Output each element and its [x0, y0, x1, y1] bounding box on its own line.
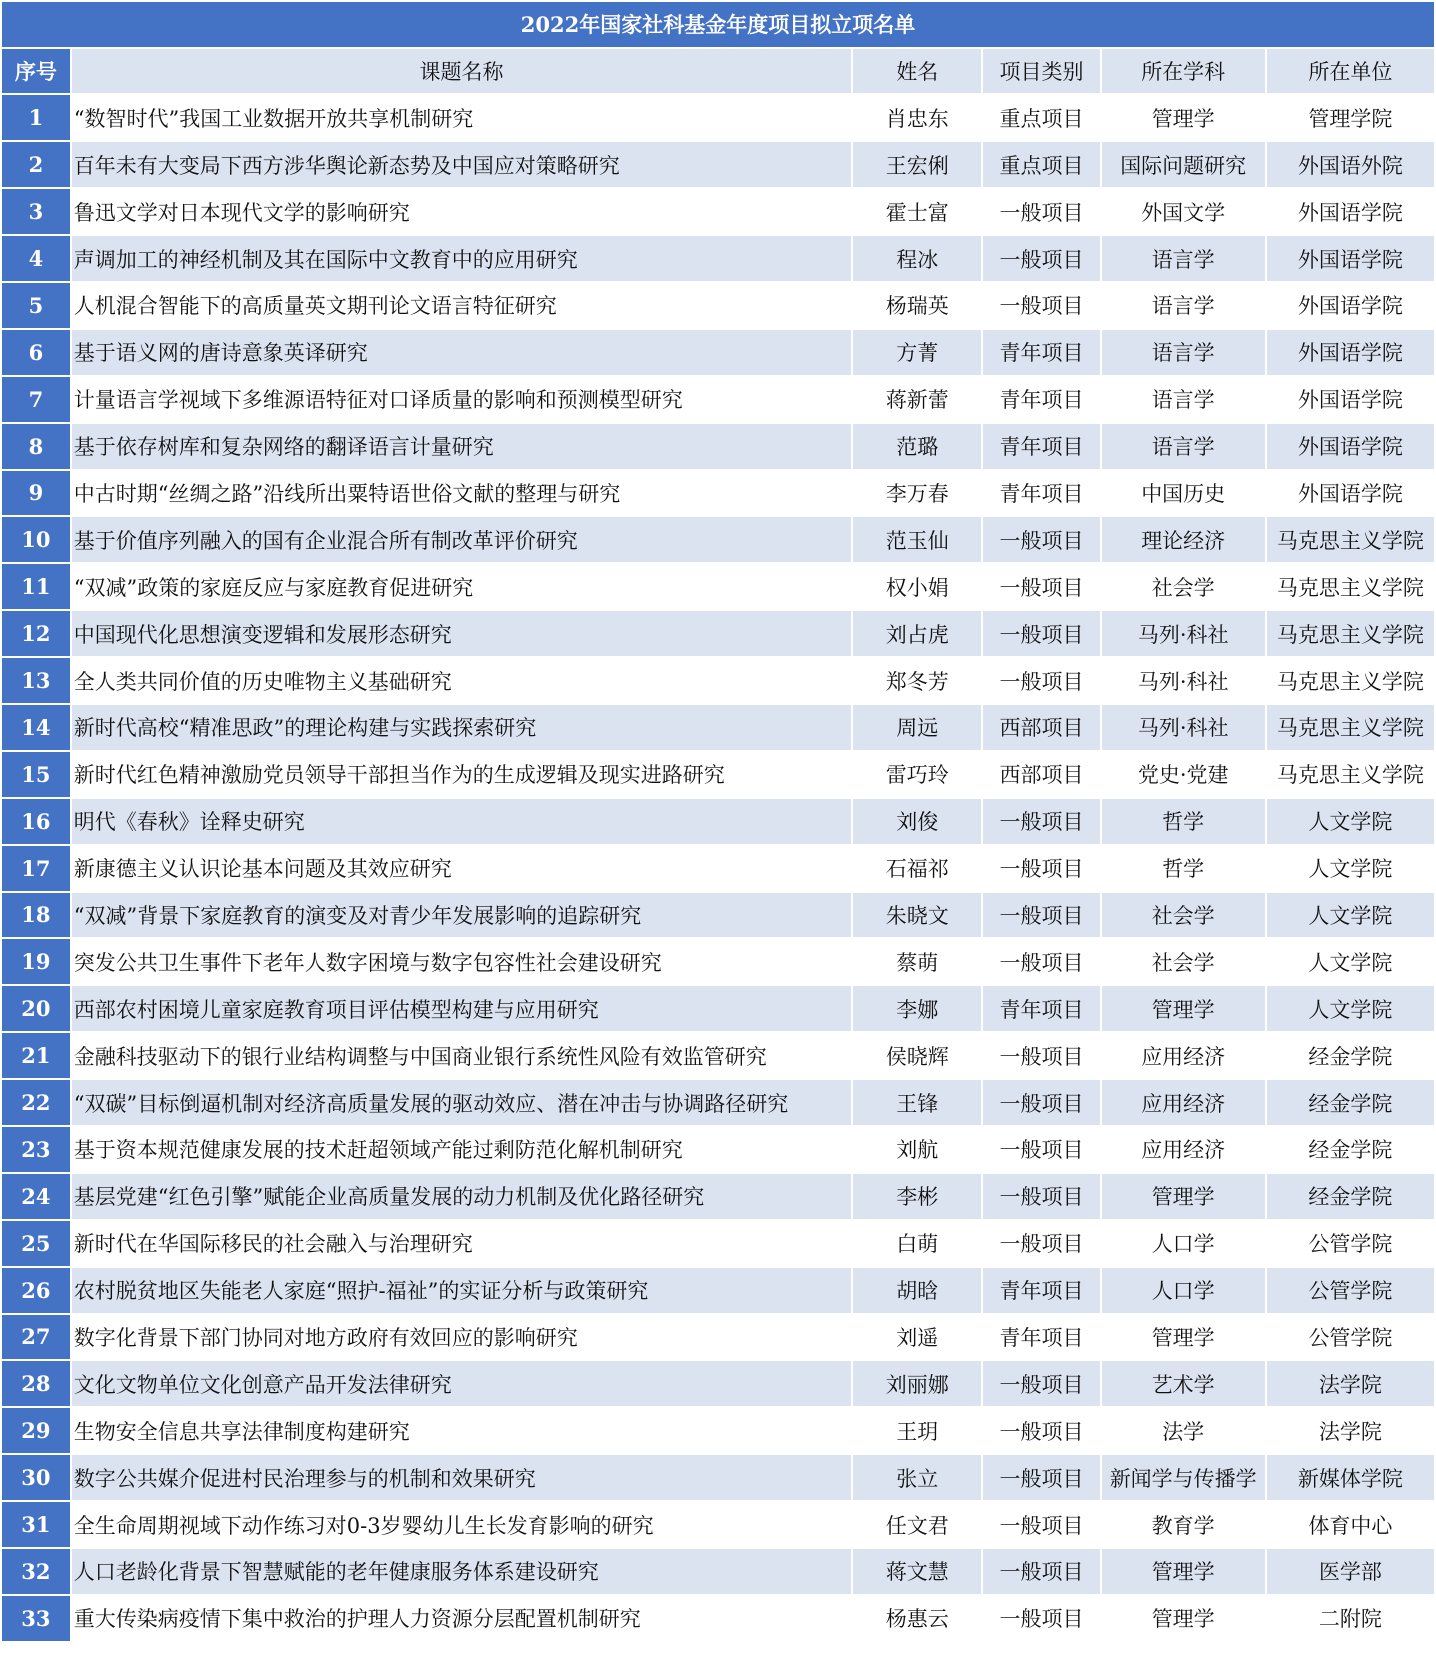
table-row: [1, 1454, 1435, 1501]
cell-name: 刘遥: [852, 1314, 982, 1361]
cell-topic: 数字化背景下部门协同对地方政府有效回应的影响研究: [71, 1314, 852, 1361]
table-row: [1, 376, 1435, 423]
table-row: [1, 1220, 1435, 1267]
cell-category: 青年项目: [982, 329, 1100, 376]
cell-topic: 突发公共卫生事件下老年人数字困境与数字包容性社会建设研究: [71, 938, 852, 985]
cell-category: 青年项目: [982, 376, 1100, 423]
cell-seq: 17: [1, 845, 71, 892]
cell-category: 一般项目: [982, 516, 1100, 563]
cell-name: 刘丽娜: [852, 1360, 982, 1407]
cell-topic: 基层党建“红色引擎”赋能企业高质量发展的动力机制及优化路径研究: [71, 1173, 852, 1220]
table-row: [1, 1126, 1435, 1173]
cell-category: 一般项目: [982, 1548, 1100, 1595]
column-header-topic: 课题名称: [71, 48, 852, 95]
cell-name: 刘占虎: [852, 610, 982, 657]
cell-unit: 人文学院: [1266, 938, 1435, 985]
cell-category: 青年项目: [982, 423, 1100, 470]
cell-discipline: 哲学: [1101, 845, 1266, 892]
cell-topic: 农村脱贫地区失能老人家庭“照护-福祉”的实证分析与政策研究: [71, 1267, 852, 1314]
cell-category: 一般项目: [982, 657, 1100, 704]
table-row: [1, 470, 1435, 517]
table-row: [1, 423, 1435, 470]
table-row: [1, 845, 1435, 892]
cell-unit: 人文学院: [1266, 985, 1435, 1032]
cell-unit: 经金学院: [1266, 1126, 1435, 1173]
cell-topic: 全生命周期视域下动作练习对0-3岁婴幼儿生长发育影响的研究: [71, 1501, 852, 1548]
cell-category: 一般项目: [982, 1407, 1100, 1454]
cell-name: 杨惠云: [852, 1595, 982, 1642]
column-header-name: 姓名: [852, 48, 982, 95]
cell-seq: 5: [1, 282, 71, 329]
cell-discipline: 国际问题研究: [1101, 141, 1266, 188]
cell-unit: 马克思主义学院: [1266, 704, 1435, 751]
cell-seq: 22: [1, 1079, 71, 1126]
cell-unit: 经金学院: [1266, 1173, 1435, 1220]
cell-seq: 31: [1, 1501, 71, 1548]
cell-topic: 基于依存树库和复杂网络的翻译语言计量研究: [71, 423, 852, 470]
cell-category: 一般项目: [982, 188, 1100, 235]
column-header-category: 项目类别: [982, 48, 1100, 95]
cell-unit: 外国语学院: [1266, 376, 1435, 423]
table-row: [1, 938, 1435, 985]
cell-seq: 28: [1, 1360, 71, 1407]
cell-name: 李娜: [852, 985, 982, 1032]
cell-name: 胡晗: [852, 1267, 982, 1314]
cell-category: 一般项目: [982, 282, 1100, 329]
cell-name: 任文君: [852, 1501, 982, 1548]
cell-category: 重点项目: [982, 94, 1100, 141]
cell-seq: 11: [1, 563, 71, 610]
cell-topic: 数字公共媒介促进村民治理参与的机制和效果研究: [71, 1454, 852, 1501]
cell-topic: 百年未有大变局下西方涉华舆论新态势及中国应对策略研究: [71, 141, 852, 188]
cell-discipline: 外国文学: [1101, 188, 1266, 235]
cell-discipline: 人口学: [1101, 1267, 1266, 1314]
table-row: [1, 1595, 1435, 1642]
cell-seq: 10: [1, 516, 71, 563]
cell-unit: 法学院: [1266, 1407, 1435, 1454]
column-header-unit: 所在单位: [1266, 48, 1435, 95]
cell-seq: 29: [1, 1407, 71, 1454]
cell-seq: 7: [1, 376, 71, 423]
cell-discipline: 社会学: [1101, 938, 1266, 985]
cell-name: 范璐: [852, 423, 982, 470]
cell-unit: 外国语学院: [1266, 329, 1435, 376]
cell-discipline: 马列·科社: [1101, 657, 1266, 704]
cell-discipline: 中国历史: [1101, 470, 1266, 517]
cell-category: 一般项目: [982, 938, 1100, 985]
cell-category: 一般项目: [982, 1173, 1100, 1220]
cell-unit: 马克思主义学院: [1266, 657, 1435, 704]
cell-category: 一般项目: [982, 1454, 1100, 1501]
cell-seq: 1: [1, 94, 71, 141]
table-row: [1, 1360, 1435, 1407]
table-row: [1, 188, 1435, 235]
table-body: [1, 94, 1435, 1641]
cell-topic: 基于价值序列融入的国有企业混合所有制改革评价研究: [71, 516, 852, 563]
cell-topic: 鲁迅文学对日本现代文学的影响研究: [71, 188, 852, 235]
table-row: [1, 1267, 1435, 1314]
cell-unit: 马克思主义学院: [1266, 751, 1435, 798]
cell-discipline: 法学: [1101, 1407, 1266, 1454]
table-row: [1, 1079, 1435, 1126]
table-row: [1, 1173, 1435, 1220]
cell-seq: 32: [1, 1548, 71, 1595]
cell-name: 郑冬芳: [852, 657, 982, 704]
cell-category: 青年项目: [982, 1267, 1100, 1314]
cell-name: 朱晓文: [852, 892, 982, 939]
cell-unit: 二附院: [1266, 1595, 1435, 1642]
cell-category: 一般项目: [982, 1360, 1100, 1407]
cell-seq: 18: [1, 892, 71, 939]
cell-category: 一般项目: [982, 610, 1100, 657]
cell-name: 方菁: [852, 329, 982, 376]
cell-seq: 14: [1, 704, 71, 751]
cell-discipline: 应用经济: [1101, 1126, 1266, 1173]
table-row: [1, 141, 1435, 188]
table-row: [1, 516, 1435, 563]
cell-unit: 外国语学院: [1266, 235, 1435, 282]
cell-category: 一般项目: [982, 1220, 1100, 1267]
cell-discipline: 管理学: [1101, 1173, 1266, 1220]
cell-seq: 16: [1, 798, 71, 845]
cell-seq: 15: [1, 751, 71, 798]
cell-unit: 体育中心: [1266, 1501, 1435, 1548]
cell-seq: 3: [1, 188, 71, 235]
cell-name: 雷巧玲: [852, 751, 982, 798]
cell-name: 李彬: [852, 1173, 982, 1220]
cell-unit: 公管学院: [1266, 1314, 1435, 1361]
table-title: 2022年国家社科基金年度项目拟立项名单: [1, 1, 1435, 48]
cell-name: 蒋新蕾: [852, 376, 982, 423]
cell-category: 一般项目: [982, 845, 1100, 892]
cell-unit: 马克思主义学院: [1266, 610, 1435, 657]
cell-topic: 人机混合智能下的高质量英文期刊论文语言特征研究: [71, 282, 852, 329]
cell-name: 范玉仙: [852, 516, 982, 563]
cell-discipline: 语言学: [1101, 376, 1266, 423]
cell-seq: 6: [1, 329, 71, 376]
cell-unit: 马克思主义学院: [1266, 563, 1435, 610]
cell-name: 蒋文慧: [852, 1548, 982, 1595]
cell-unit: 公管学院: [1266, 1267, 1435, 1314]
column-header-seq: 序号: [1, 48, 71, 95]
cell-seq: 33: [1, 1595, 71, 1642]
cell-topic: 新康德主义认识论基本问题及其效应研究: [71, 845, 852, 892]
cell-discipline: 人口学: [1101, 1220, 1266, 1267]
cell-discipline: 新闻学与传播学: [1101, 1454, 1266, 1501]
cell-seq: 25: [1, 1220, 71, 1267]
cell-name: 权小娟: [852, 563, 982, 610]
cell-name: 张立: [852, 1454, 982, 1501]
table-row: [1, 1314, 1435, 1361]
cell-category: 青年项目: [982, 470, 1100, 517]
cell-category: 一般项目: [982, 1501, 1100, 1548]
cell-name: 王玥: [852, 1407, 982, 1454]
cell-seq: 19: [1, 938, 71, 985]
cell-discipline: 理论经济: [1101, 516, 1266, 563]
cell-unit: 新媒体学院: [1266, 1454, 1435, 1501]
cell-name: 王锋: [852, 1079, 982, 1126]
cell-category: 青年项目: [982, 985, 1100, 1032]
table-row: [1, 1032, 1435, 1079]
cell-discipline: 管理学: [1101, 985, 1266, 1032]
cell-topic: 新时代高校“精准思政”的理论构建与实践探索研究: [71, 704, 852, 751]
cell-unit: 外国语外院: [1266, 141, 1435, 188]
cell-topic: 新时代红色精神激励党员领导干部担当作为的生成逻辑及现实进路研究: [71, 751, 852, 798]
cell-seq: 30: [1, 1454, 71, 1501]
cell-category: 一般项目: [982, 1079, 1100, 1126]
cell-topic: 明代《春秋》诠释史研究: [71, 798, 852, 845]
table-row: [1, 704, 1435, 751]
cell-category: 西部项目: [982, 751, 1100, 798]
cell-category: 青年项目: [982, 1314, 1100, 1361]
cell-unit: 人文学院: [1266, 845, 1435, 892]
cell-topic: 基于资本规范健康发展的技术赶超领域产能过剩防范化解机制研究: [71, 1126, 852, 1173]
cell-seq: 26: [1, 1267, 71, 1314]
cell-name: 程冰: [852, 235, 982, 282]
cell-discipline: 管理学: [1101, 1548, 1266, 1595]
cell-discipline: 管理学: [1101, 94, 1266, 141]
table-row: [1, 1501, 1435, 1548]
cell-unit: 马克思主义学院: [1266, 516, 1435, 563]
cell-discipline: 管理学: [1101, 1314, 1266, 1361]
cell-name: 刘俊: [852, 798, 982, 845]
cell-category: 一般项目: [982, 1032, 1100, 1079]
cell-name: 肖忠东: [852, 94, 982, 141]
cell-seq: 2: [1, 141, 71, 188]
cell-discipline: 艺术学: [1101, 1360, 1266, 1407]
cell-unit: 外国语学院: [1266, 188, 1435, 235]
cell-topic: 中古时期“丝绸之路”沿线所出粟特语世俗文献的整理与研究: [71, 470, 852, 517]
cell-seq: 8: [1, 423, 71, 470]
cell-name: 白萌: [852, 1220, 982, 1267]
cell-category: 一般项目: [982, 892, 1100, 939]
table-row: [1, 329, 1435, 376]
table-row: [1, 563, 1435, 610]
cell-discipline: 社会学: [1101, 892, 1266, 939]
cell-unit: 外国语学院: [1266, 282, 1435, 329]
table-title-row: [1, 1, 1435, 48]
cell-unit: 外国语学院: [1266, 423, 1435, 470]
cell-seq: 20: [1, 985, 71, 1032]
table-row: [1, 798, 1435, 845]
cell-discipline: 语言学: [1101, 282, 1266, 329]
cell-topic: 新时代在华国际移民的社会融入与治理研究: [71, 1220, 852, 1267]
cell-category: 一般项目: [982, 798, 1100, 845]
cell-unit: 人文学院: [1266, 798, 1435, 845]
cell-topic: “双减”背景下家庭教育的演变及对青少年发展影响的追踪研究: [71, 892, 852, 939]
cell-seq: 21: [1, 1032, 71, 1079]
table-row: [1, 282, 1435, 329]
cell-discipline: 党史·党建: [1101, 751, 1266, 798]
cell-discipline: 社会学: [1101, 563, 1266, 610]
cell-name: 侯晓辉: [852, 1032, 982, 1079]
cell-unit: 医学部: [1266, 1548, 1435, 1595]
cell-seq: 12: [1, 610, 71, 657]
cell-discipline: 马列·科社: [1101, 704, 1266, 751]
cell-category: 一般项目: [982, 235, 1100, 282]
cell-discipline: 管理学: [1101, 1595, 1266, 1642]
cell-topic: 人口老龄化背景下智慧赋能的老年健康服务体系建设研究: [71, 1548, 852, 1595]
cell-discipline: 语言学: [1101, 235, 1266, 282]
cell-discipline: 语言学: [1101, 329, 1266, 376]
cell-discipline: 应用经济: [1101, 1079, 1266, 1126]
cell-unit: 管理学院: [1266, 94, 1435, 141]
column-header-row: [1, 48, 1435, 95]
cell-seq: 23: [1, 1126, 71, 1173]
column-header-discipline: 所在学科: [1101, 48, 1266, 95]
table-row: [1, 657, 1435, 704]
cell-category: 一般项目: [982, 1126, 1100, 1173]
cell-topic: “数智时代”我国工业数据开放共享机制研究: [71, 94, 852, 141]
table-row: [1, 1548, 1435, 1595]
cell-discipline: 教育学: [1101, 1501, 1266, 1548]
cell-seq: 24: [1, 1173, 71, 1220]
cell-name: 刘航: [852, 1126, 982, 1173]
table-row: [1, 235, 1435, 282]
cell-topic: 文化文物单位文化创意产品开发法律研究: [71, 1360, 852, 1407]
cell-topic: 中国现代化思想演变逻辑和发展形态研究: [71, 610, 852, 657]
cell-topic: 全人类共同价值的历史唯物主义基础研究: [71, 657, 852, 704]
cell-discipline: 马列·科社: [1101, 610, 1266, 657]
cell-name: 石福祁: [852, 845, 982, 892]
cell-unit: 经金学院: [1266, 1079, 1435, 1126]
cell-discipline: 语言学: [1101, 423, 1266, 470]
cell-topic: 声调加工的神经机制及其在国际中文教育中的应用研究: [71, 235, 852, 282]
cell-topic: “双减”政策的家庭反应与家庭教育促进研究: [71, 563, 852, 610]
cell-name: 王宏俐: [852, 141, 982, 188]
cell-unit: 经金学院: [1266, 1032, 1435, 1079]
cell-topic: 计量语言学视域下多维源语特征对口译质量的影响和预测模型研究: [71, 376, 852, 423]
cell-name: 蔡萌: [852, 938, 982, 985]
table-row: [1, 94, 1435, 141]
cell-seq: 27: [1, 1314, 71, 1361]
cell-category: 西部项目: [982, 704, 1100, 751]
cell-unit: 外国语学院: [1266, 470, 1435, 517]
cell-category: 重点项目: [982, 141, 1100, 188]
cell-topic: 生物安全信息共享法律制度构建研究: [71, 1407, 852, 1454]
cell-unit: 法学院: [1266, 1360, 1435, 1407]
cell-name: 霍士富: [852, 188, 982, 235]
cell-topic: 重大传染病疫情下集中救治的护理人力资源分层配置机制研究: [71, 1595, 852, 1642]
cell-seq: 9: [1, 470, 71, 517]
cell-category: 一般项目: [982, 563, 1100, 610]
table-row: [1, 751, 1435, 798]
cell-discipline: 哲学: [1101, 798, 1266, 845]
cell-topic: “双碳”目标倒逼机制对经济高质量发展的驱动效应、潜在冲击与协调路径研究: [71, 1079, 852, 1126]
cell-seq: 13: [1, 657, 71, 704]
cell-topic: 金融科技驱动下的银行业结构调整与中国商业银行系统性风险有效监管研究: [71, 1032, 852, 1079]
table-row: [1, 985, 1435, 1032]
cell-unit: 人文学院: [1266, 892, 1435, 939]
cell-name: 杨瑞英: [852, 282, 982, 329]
cell-topic: 西部农村困境儿童家庭教育项目评估模型构建与应用研究: [71, 985, 852, 1032]
table-row: [1, 1407, 1435, 1454]
cell-name: 周远: [852, 704, 982, 751]
cell-unit: 公管学院: [1266, 1220, 1435, 1267]
cell-discipline: 应用经济: [1101, 1032, 1266, 1079]
cell-seq: 4: [1, 235, 71, 282]
cell-topic: 基于语义网的唐诗意象英译研究: [71, 329, 852, 376]
table-row: [1, 610, 1435, 657]
cell-name: 李万春: [852, 470, 982, 517]
table-row: [1, 892, 1435, 939]
cell-category: 一般项目: [982, 1595, 1100, 1642]
